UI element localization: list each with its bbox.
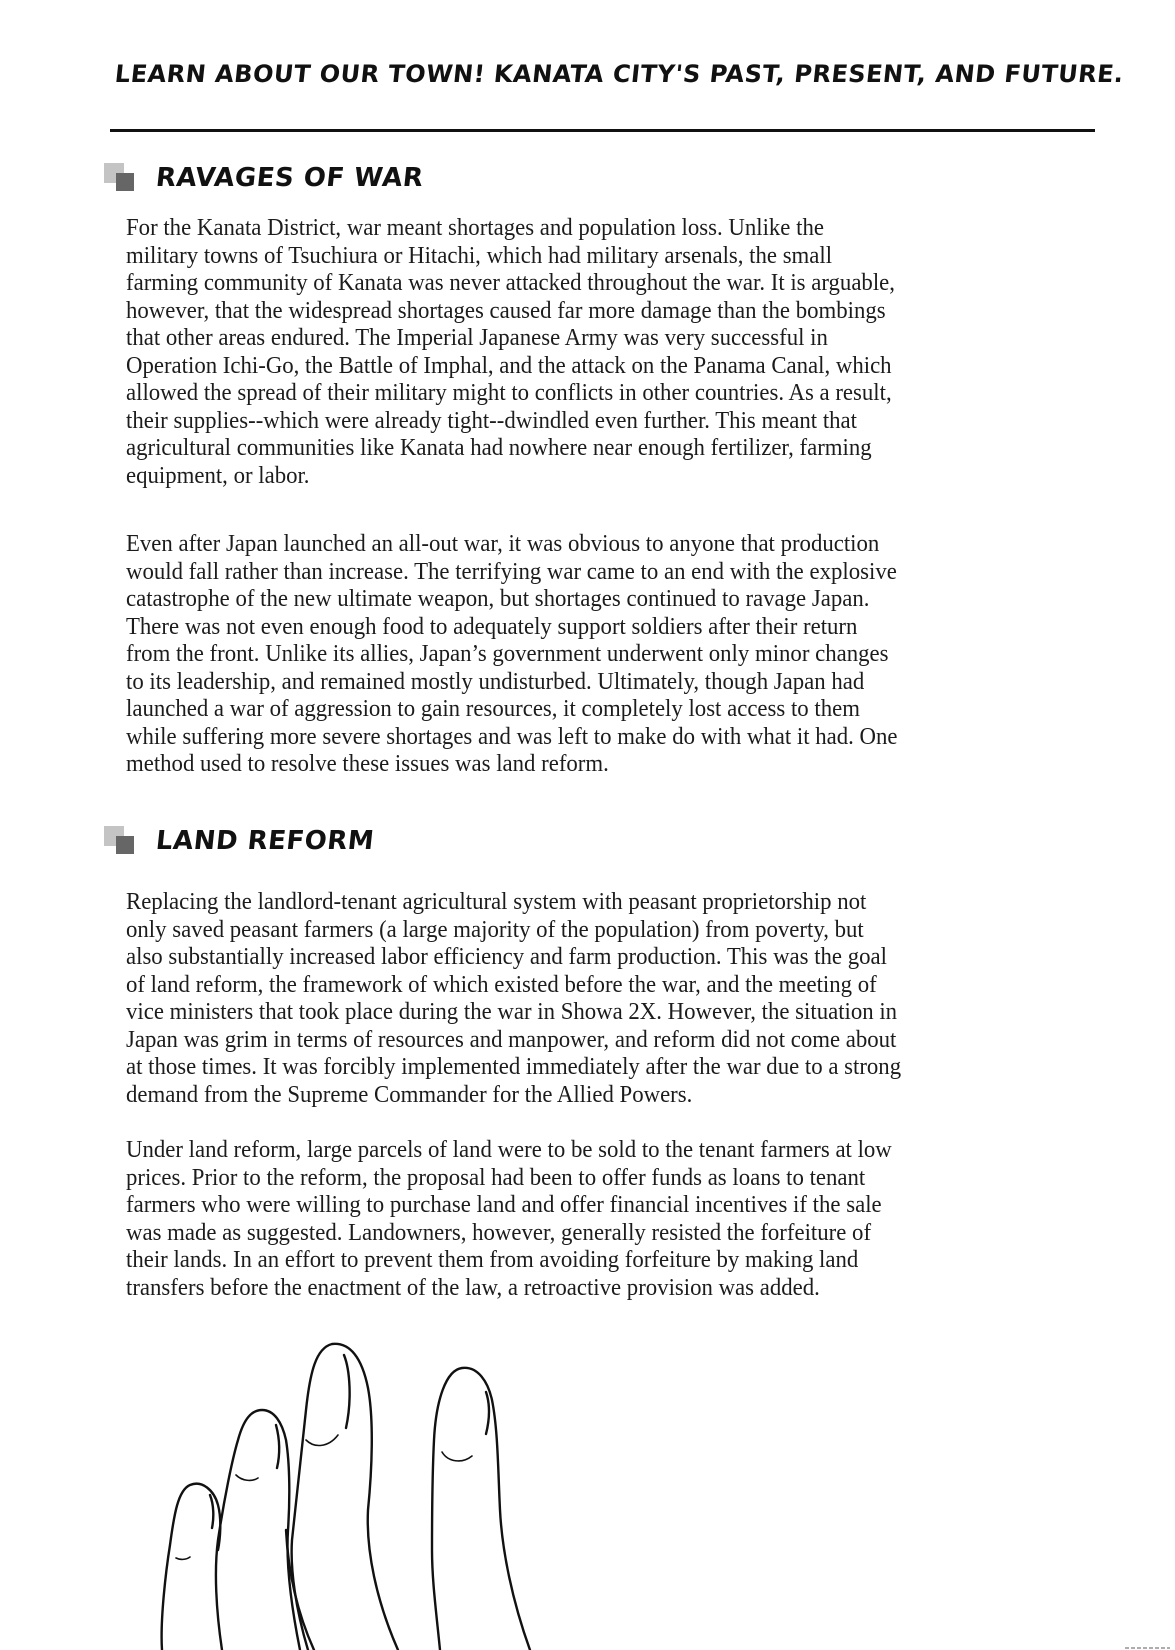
text-line: Replacing the landlord-tenant agricultural system with peasant proprietorship not xyxy=(126,888,867,915)
text-line: while suffering more severe shortages and was left to make do with what it had. One xyxy=(126,722,898,750)
text-line: There was not even enough food to adequately support soldiers after their return xyxy=(126,612,858,640)
text-line: launched a war of aggression to gain resources, it completely lost access to them xyxy=(126,695,860,722)
text-line: farming community of Kanata was never attacked throughout the war. It is arguable, xyxy=(126,269,895,296)
section-heading-ravages-of-war xyxy=(104,163,423,193)
text-line: Even after Japan launched an all-out war, it was obvious to anyone that production xyxy=(126,530,880,557)
section-title: LAND REFORM xyxy=(154,826,376,856)
text-line: Operation Ichi-Go, the Battle of Imphal, and the attack on the Panama Canal, which xyxy=(126,351,892,379)
text-line: farmers who were willing to purchase land and offer financial incentives if the sale xyxy=(126,1191,882,1218)
text-line: allowed the spread of their military might to conflicts in other countries. As a result, xyxy=(126,379,892,406)
text-line: was made as suggested. Landowners, however, generally resisted the forfeiture of xyxy=(126,1218,872,1246)
text-line: For the Kanata District, war meant shortages and population loss. Unlike the xyxy=(126,214,824,241)
body-paragraph xyxy=(126,1136,1019,1301)
body-paragraph xyxy=(126,888,1019,1108)
text-line: transfers before the enactment of the law, a retroactive provision was added. xyxy=(126,1273,820,1301)
text-line: agricultural communities like Kanata had nowhere near enough fertilizer, farming xyxy=(126,434,872,461)
text-line: Japan was grim in terms of resources and manpower, and reform did not come about xyxy=(126,1025,897,1053)
text-line: military towns of Tsuchiura or Hitachi, which had military arsenals, the small xyxy=(126,241,833,269)
text-line: at those times. It was forcibly implemented immediately after the war due to a strong xyxy=(126,1053,902,1080)
text-line: demand from the Supreme Commander for the Allied Powers. xyxy=(126,1080,693,1108)
text-line: to its leadership, and remained mostly undisturbed. Ultimately, though Japan had xyxy=(126,667,865,695)
double-square-bullet-icon xyxy=(104,163,140,193)
text-line: would fall rather than increase. The terrifying war came to an end with the explosive xyxy=(126,557,897,585)
body-paragraph xyxy=(126,530,1019,778)
section-heading-land-reform xyxy=(104,826,374,856)
text-line: catastrophe of the new ultimate weapon, but shortages continued to ravage Japan. xyxy=(126,585,870,612)
text-line: that other areas endured. The Imperial Japanese Army was very successful in xyxy=(126,324,828,351)
text-line: of land reform, the framework of which existed before the war, and the meeting of xyxy=(126,970,877,998)
page-edge-mark xyxy=(1125,1647,1170,1649)
text-line: however, that the widespread shortages caused far more damage than the bombings xyxy=(126,296,886,324)
text-line: their supplies--which were already tight--dwindled even further. This meant that xyxy=(126,406,858,434)
double-square-bullet-icon xyxy=(104,826,140,856)
text-line: only saved peasant farmers (a large majority of the population) from poverty, but xyxy=(126,915,864,943)
text-line: from the front. Unlike its allies, Japan’s government underwent only minor changes xyxy=(126,640,889,667)
header-divider xyxy=(110,129,1095,132)
text-line: method used to resolve these issues was land reform. xyxy=(126,750,609,777)
running-header: LEARN ABOUT OUR TOWN! KANATA CITY'S PAST, PRESENT, AND FUTURE. xyxy=(113,60,1126,88)
text-line: prices. Prior to the reform, the proposal had been to offer funds as loans to tenant xyxy=(126,1163,866,1191)
text-line: their lands. In an effort to prevent them from avoiding forfeiture by making land xyxy=(126,1246,859,1273)
section-title: RAVAGES OF WAR xyxy=(154,163,425,193)
body-paragraph xyxy=(126,214,1019,489)
text-line: vice ministers that took place during the war in Showa 2X. However, the situation in xyxy=(126,998,898,1025)
text-line: also substantially increased labor efficiency and farm production. This was the goal xyxy=(126,943,887,970)
text-line: Under land reform, large parcels of land were to be sold to the tenant farmers at low xyxy=(126,1136,892,1163)
text-line: equipment, or labor. xyxy=(126,461,310,489)
hand-illustration xyxy=(140,1300,540,1650)
